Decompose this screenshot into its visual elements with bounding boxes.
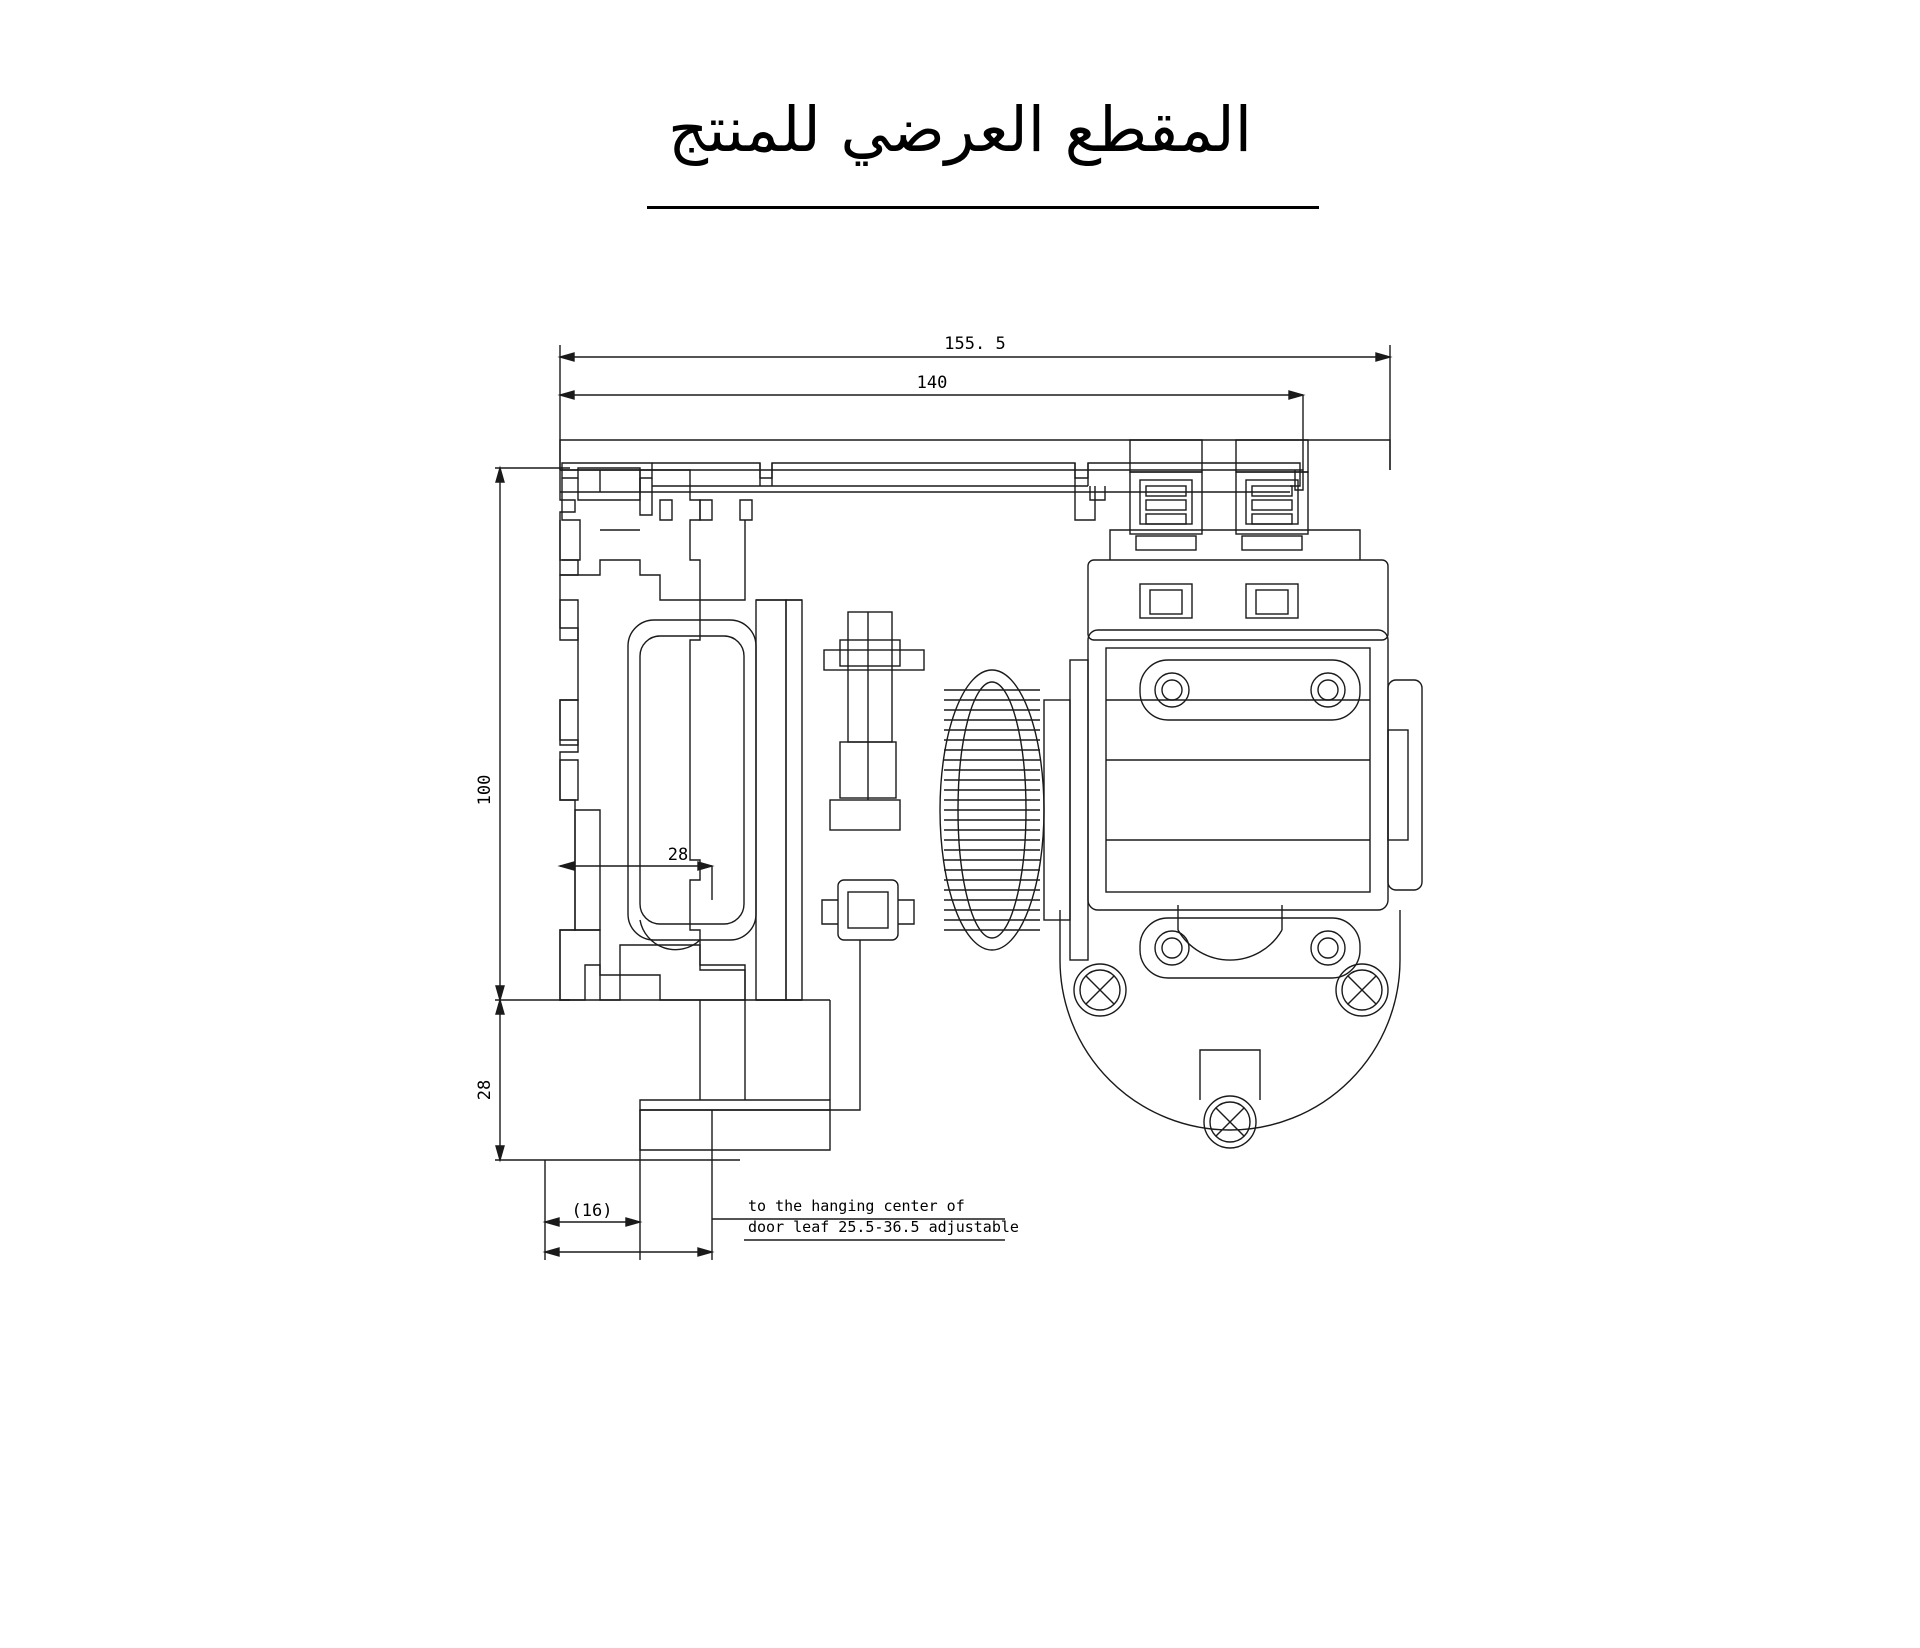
dimension-label-lower-height: 28 [475,1079,495,1101]
note-line-2: door leaf 25.5-36.5 adjustable [748,1218,1019,1236]
screw-head-bottom [1204,1096,1256,1148]
screw-head-right [1336,964,1388,1016]
dimension-lower-height [495,1000,740,1160]
top-rail-profile [560,470,745,1000]
motor-right-flange [1388,680,1422,890]
dimension-profile-height [495,468,570,1000]
motor-body [1088,440,1388,910]
dimension-bracket-width [560,862,712,900]
page-title: المقطع العرضي للمنتج [668,93,1252,166]
dimension-label-overall-width: 155. 5 [944,334,1006,354]
screw-head-left [1074,964,1126,1016]
mounting-plate-upper [1140,660,1360,720]
dimension-label-profile-height: 100 [475,774,495,806]
toothed-pulley [940,660,1088,960]
dimension-overall-width [560,345,1390,470]
shaft-assembly [822,612,924,940]
dimension-label-inner-width: 140 [916,373,948,393]
note-line-1: to the hanging center of [748,1197,965,1215]
door-leaf-carrier [640,1000,830,1150]
dimension-inner-width [560,391,1303,470]
rail-top-slab [560,440,1390,492]
dimension-label-edge-offset: (16) [571,1201,613,1221]
dimension-edge-offset [545,1110,1005,1260]
hanger-bracket [628,600,802,1000]
aluminium-extrusion [560,463,1300,600]
mounting-plate-lower [1140,918,1360,978]
dimension-label-bracket-width: 28 [667,845,689,865]
